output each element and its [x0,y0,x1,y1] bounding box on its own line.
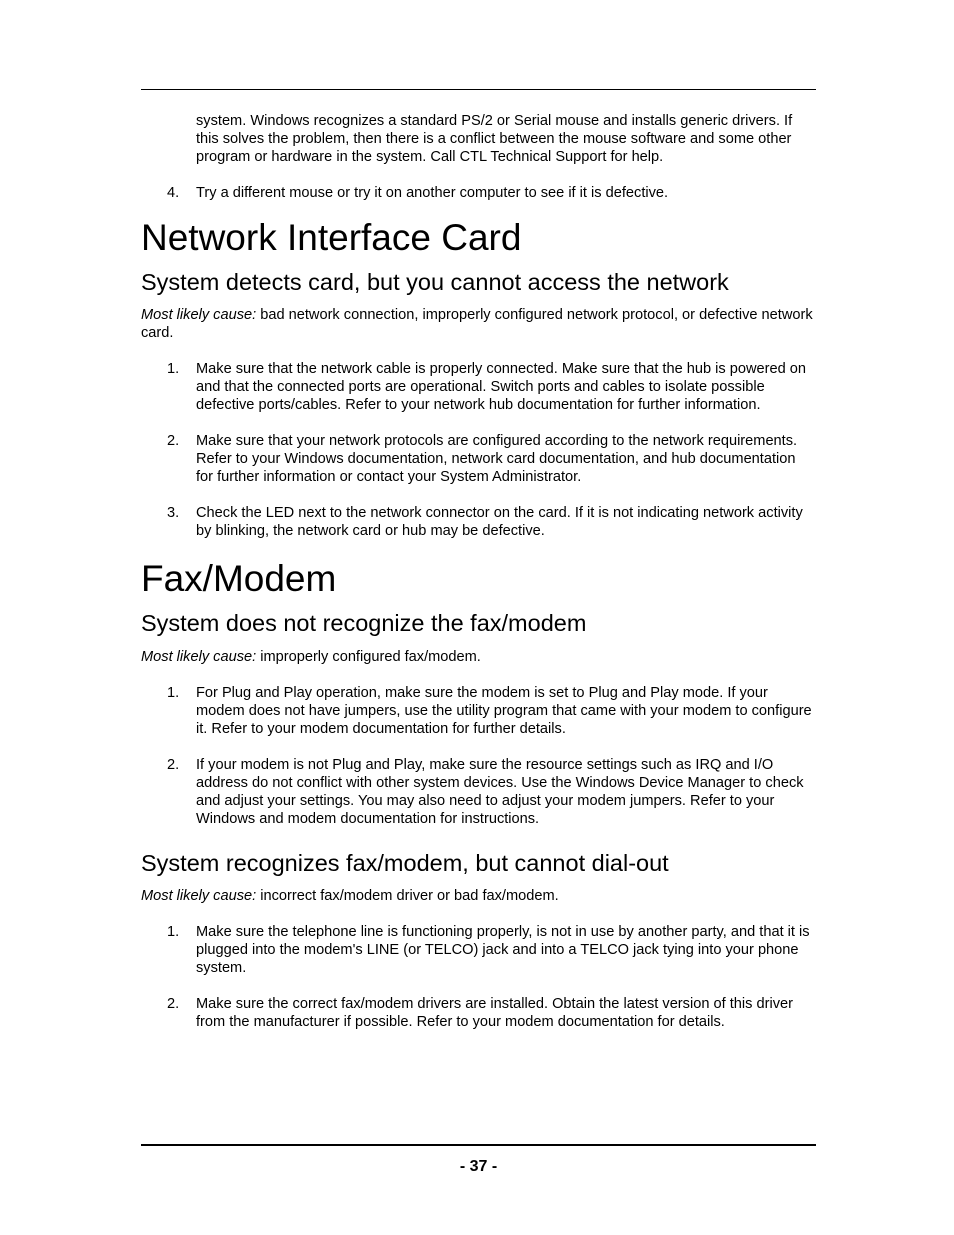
list-text: Try a different mouse or try it on another computer to see if it is defective. [196,185,669,201]
section-heading-fax: Fax/Modem [141,558,337,599]
list-item [141,504,816,540]
continued-paragraph: system. Windows recognizes a standard PS/2 or Serial mouse and installs generic drivers. If this solves the problem, then there is a conflict between the mouse software and some other program or hardware in the system. Call CTL Technical Support for help. [196,113,793,165]
list-number: 1. [167,924,180,940]
subsection-heading: System does not recognize the fax/modem [141,610,587,636]
list-text: Make sure the telephone line is functioning properly, is not in use by another party, and that it is plugged into the modem's LINE (or TELCO) jack and into a TELCO jack tying into your phone system. [196,924,810,976]
footer-rule [141,1144,816,1146]
list-item [141,684,816,738]
cause-label: Most likely cause: [141,888,257,904]
page-content [141,112,816,1031]
list-text: Make sure that your network protocols are configured according to the network requirements. Refer to your Windows documentation, network card documentation, and hub documentation for further information or contact your System Administrator. [196,433,798,485]
subsection-heading: System detects card, but you cannot access the network [141,269,729,295]
cause-text: improperly configured fax/modem. [256,649,481,665]
cause-text: bad network connection, improperly configured network protocol, or defective network card. [141,307,813,341]
cause-label: Most likely cause: [141,307,257,323]
likely-cause [141,306,816,342]
cause-label: Most likely cause: [141,649,257,665]
list-number: 2. [167,433,180,449]
list-item [141,432,816,486]
list-text: For Plug and Play operation, make sure the modem is set to Plug and Play mode. If your modem does not have jumpers, use the utility program that came with your modem to configure it. Refer to your modem documentation for further details. [196,685,812,737]
likely-cause [141,887,816,905]
list-text: Check the LED next to the network connector on the card. If it is not indicating network activity by blinking, the network card or hub may be defective. [196,505,803,539]
list-text: If your modem is not Plug and Play, make sure the resource settings such as IRQ and I/O address do not conflict with other system devices. Use the Windows Device Manager to check and adjust your settings. You may also need to adjust your modem jumpers. Refer to your Windows and modem documentation for instructions. [196,757,804,827]
list-text: Make sure that the network cable is properly connected. Make sure that the hub is powered on and that the connected ports are operational. Switch ports and cables to isolate possible defective ports/cables. Refer to your network hub documentation for further information. [196,361,807,413]
page-number: - 37 - [459,1158,498,1175]
list-number: 1. [167,685,180,701]
list-number: 1. [167,361,180,377]
list-number: 2. [167,757,180,773]
header-rule [141,89,816,90]
cause-text: incorrect fax/modem driver or bad fax/modem. [256,888,559,904]
list-item [141,995,816,1031]
list-text: Make sure the correct fax/modem drivers are installed. Obtain the latest version of this driver from the manufacturer if possible. Refer to your modem documentation for details. [196,996,793,1030]
list-item [141,184,816,202]
section-heading-nic: Network Interface Card [141,217,522,258]
subsection-heading: System recognizes fax/modem, but cannot dial-out [141,850,669,876]
list-item [141,923,816,977]
list-item [141,756,816,828]
list-number: 4. [167,185,180,201]
list-item [141,360,816,414]
list-number: 2. [167,996,180,1012]
list-number: 3. [167,505,180,521]
likely-cause [141,648,816,666]
